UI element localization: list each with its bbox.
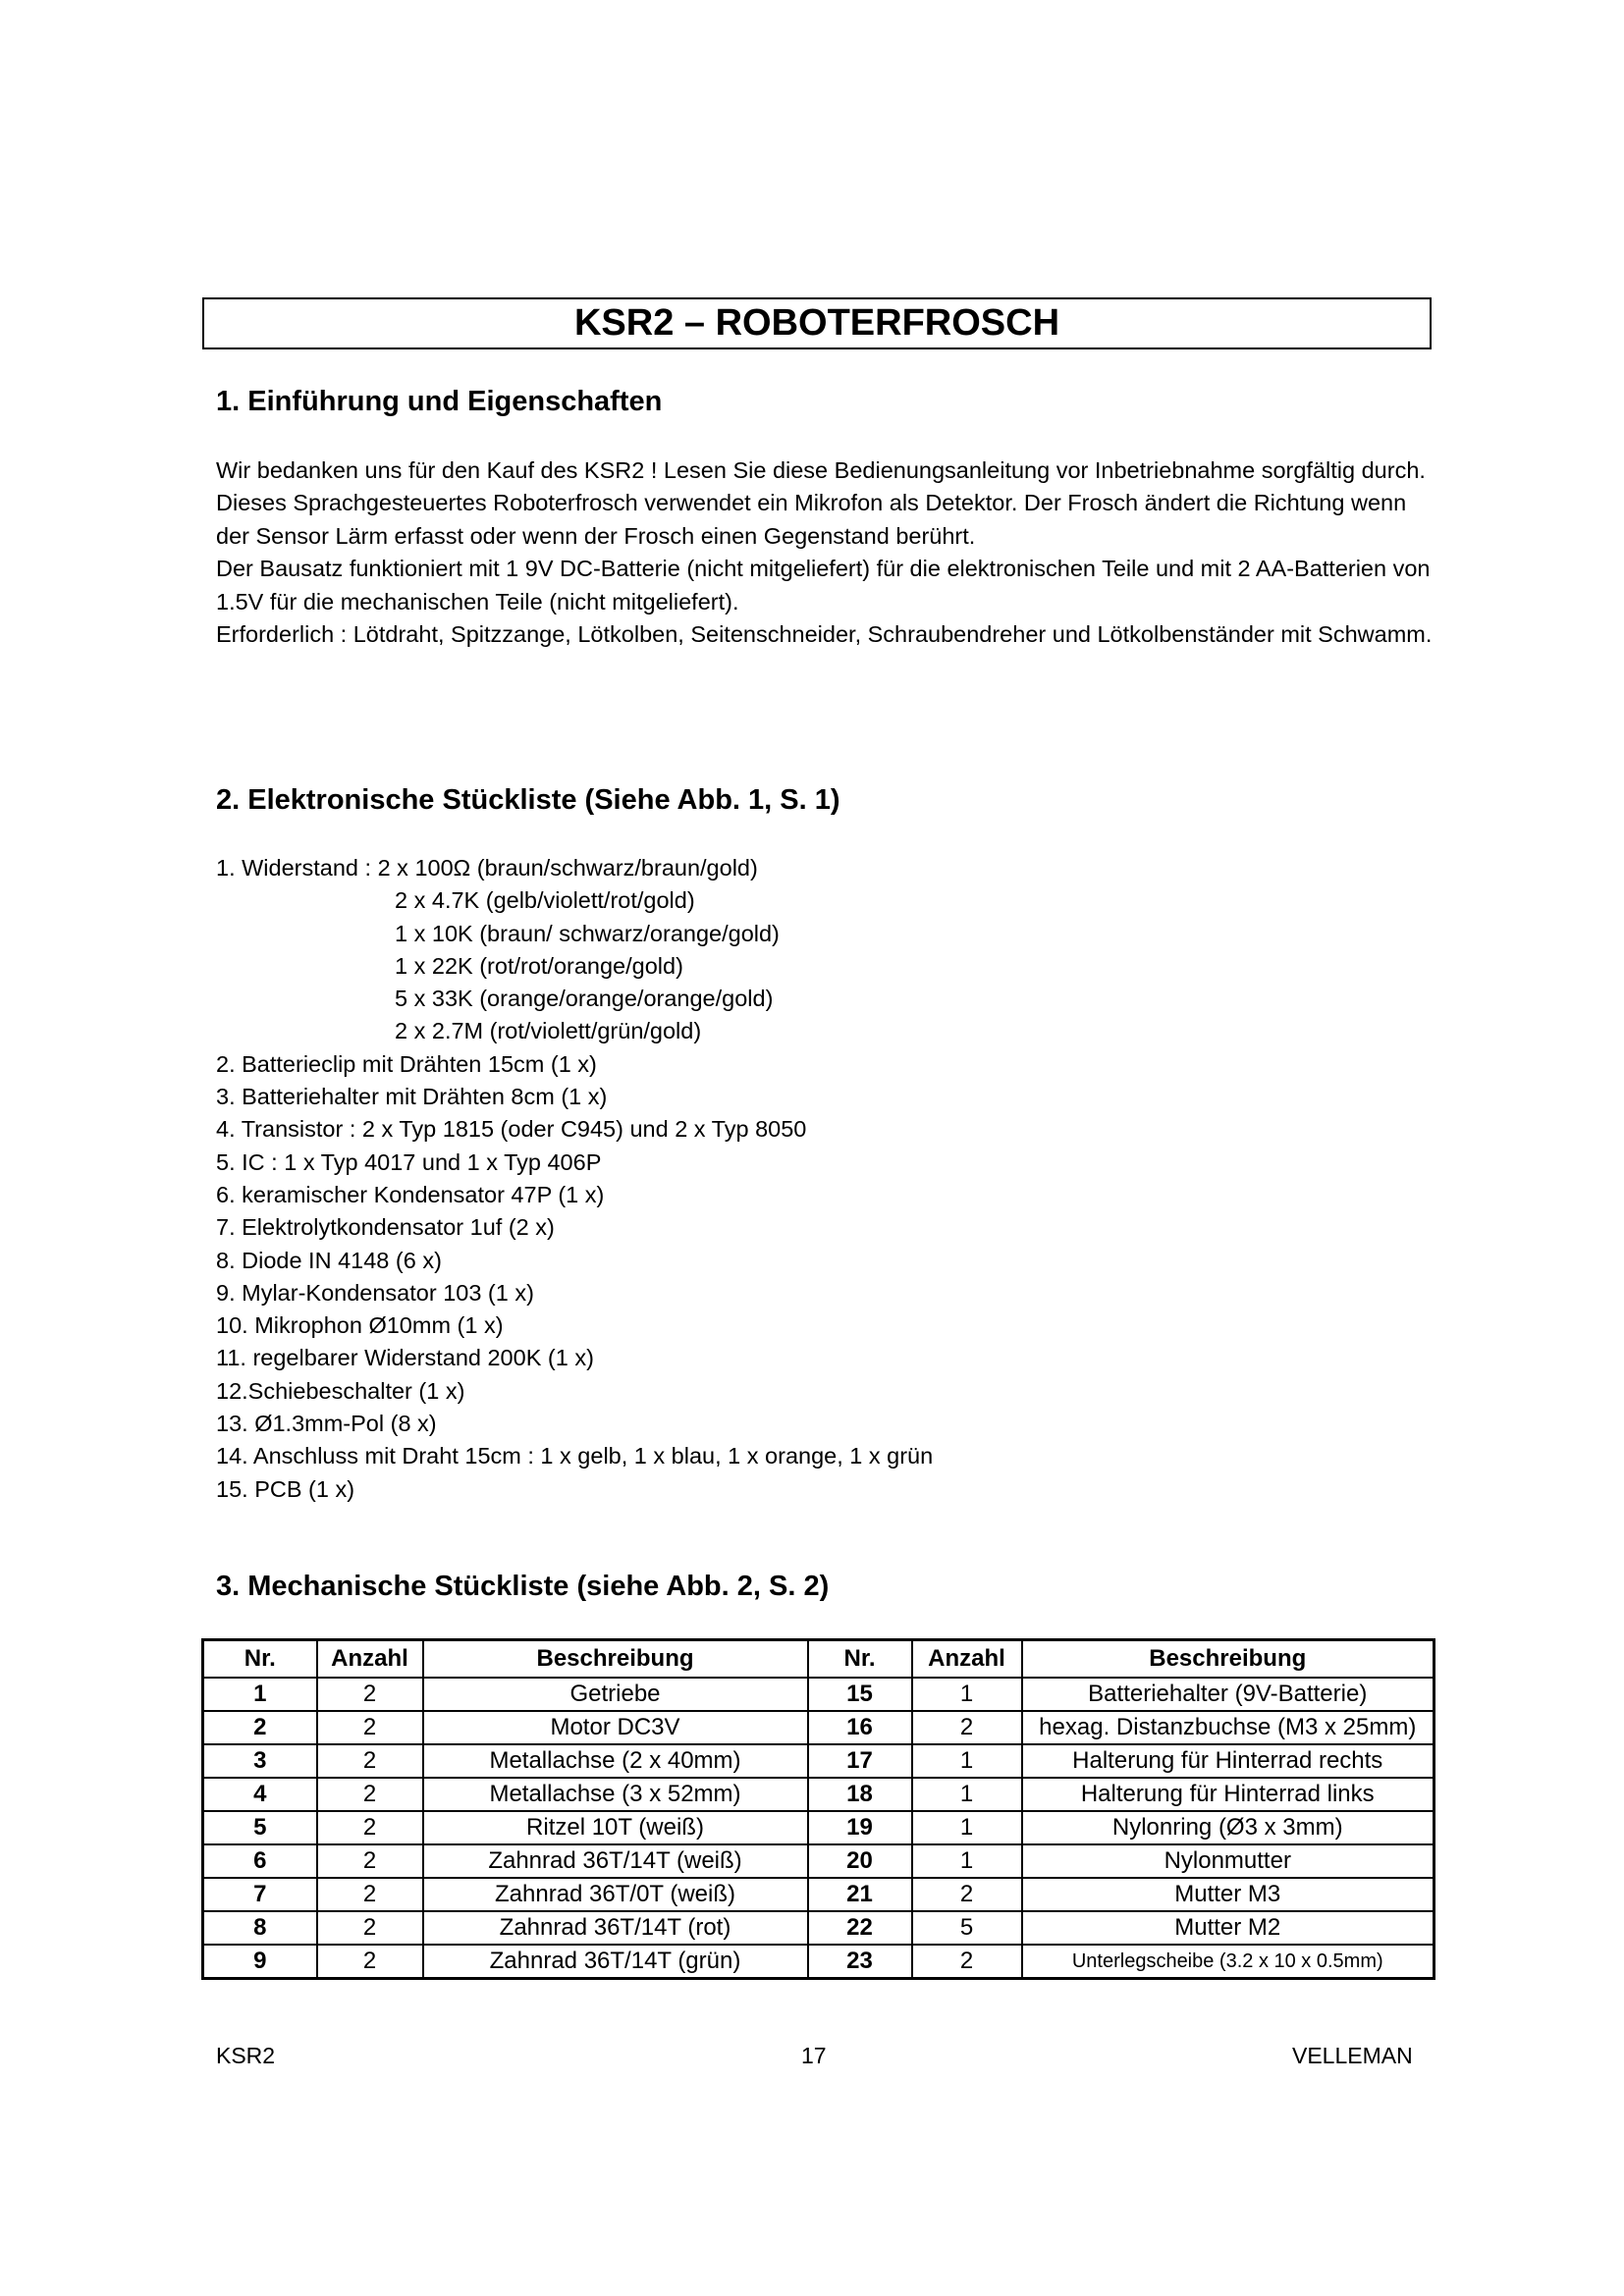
table-cell: 1: [912, 1744, 1022, 1778]
table-cell: 9: [203, 1945, 317, 1979]
list-item: 2 x 2.7M (rot/violett/grün/gold): [395, 1018, 702, 1044]
table-cell: 2: [317, 1945, 423, 1979]
table-cell: 1: [912, 1678, 1022, 1711]
table-header-row: [203, 1640, 1435, 1679]
table-cell: 2: [912, 1945, 1022, 1979]
table-row: [203, 1844, 1435, 1878]
list-item: 3. Batteriehalter mit Drähten 8cm (1 x): [216, 1084, 608, 1110]
electronic-parts-list: [216, 852, 1434, 1506]
column-header: Nr.: [203, 1640, 317, 1679]
list-item: 2. Batterieclip mit Drähten 15cm (1 x): [216, 1050, 597, 1077]
table-cell: Motor DC3V: [423, 1711, 808, 1744]
table-cell: 19: [808, 1811, 912, 1844]
table-cell: 7: [203, 1878, 317, 1911]
list-item: 8. Diode IN 4148 (6 x): [216, 1247, 442, 1273]
list-item: 4. Transistor : 2 x Typ 1815 (oder C945) und 2 x Typ 8050: [216, 1116, 807, 1143]
table-cell: Mutter M2: [1022, 1911, 1435, 1945]
table-cell: Ritzel 10T (weiß): [423, 1811, 808, 1844]
list-item: 5 x 33K (orange/orange/orange/gold): [395, 986, 774, 1012]
table-cell: 4: [203, 1778, 317, 1811]
intro-paragraph: Dieses Sprachgesteuertes Roboterfrosch verwendet ein Mikrofon als Detektor. Der Frosch ändert die Richtung wenn der Sensor Lärm erfasst oder wenn der Frosch einen Gegenstand berührt.: [216, 490, 1407, 549]
column-header: Anzahl: [317, 1640, 423, 1679]
table-cell: 6: [203, 1844, 317, 1878]
table-cell: 20: [808, 1844, 912, 1878]
table-row: [203, 1911, 1435, 1945]
list-item: 1 x 22K (rot/rot/orange/gold): [395, 952, 683, 979]
table-cell: Batteriehalter (9V-Batterie): [1022, 1678, 1435, 1711]
list-item: 11. regelbarer Widerstand 200K (1 x): [216, 1345, 594, 1371]
list-item: 9. Mylar-Kondensator 103 (1 x): [216, 1279, 534, 1306]
mechanical-parts-table: [201, 1638, 1435, 1980]
table-cell: 3: [203, 1744, 317, 1778]
table-row: [203, 1945, 1435, 1979]
list-item: 15. PCB (1 x): [216, 1475, 355, 1502]
table-cell: 2: [317, 1711, 423, 1744]
table-cell: 2: [317, 1811, 423, 1844]
intro-paragraph: Wir bedanken uns für den Kauf des KSR2 ! Lesen Sie diese Bedienungsanleitung vor Inbetriebnahme sorgfältig durch.: [216, 457, 1426, 483]
column-header: Nr.: [808, 1640, 912, 1679]
table-row: [203, 1678, 1435, 1711]
list-item: 1. Widerstand : 2 x 100Ω (braun/schwarz/braun/gold): [216, 855, 758, 881]
table-cell: 2: [317, 1678, 423, 1711]
table-row: [203, 1878, 1435, 1911]
table-cell: 16: [808, 1711, 912, 1744]
footer-left: KSR2: [216, 2043, 276, 2068]
list-item: 14. Anschluss mit Draht 15cm : 1 x gelb, 1 x blau, 1 x orange, 1 x grün: [216, 1443, 934, 1469]
table-cell: Unterlegscheibe (3.2 x 10 x 0.5mm): [1022, 1945, 1435, 1979]
table-cell: 2: [912, 1878, 1022, 1911]
table-cell: Metallachse (3 x 52mm): [423, 1778, 808, 1811]
table-cell: 2: [317, 1744, 423, 1778]
intro-text: [216, 454, 1434, 651]
table-cell: 2: [317, 1844, 423, 1878]
page-title: KSR2 – ROBOTERFROSCH: [573, 302, 1060, 344]
table-cell: Nylonring (Ø3 x 3mm): [1022, 1811, 1435, 1844]
table-cell: Mutter M3: [1022, 1878, 1435, 1911]
table-cell: Nylonmutter: [1022, 1844, 1435, 1878]
section-2-heading: 2. Elektronische Stückliste (Siehe Abb. 1, S. 1): [216, 784, 840, 816]
table-cell: 1: [912, 1778, 1022, 1811]
list-item: 2 x 4.7K (gelb/violett/rot/gold): [395, 887, 695, 914]
table-cell: 1: [912, 1811, 1022, 1844]
table-cell: 22: [808, 1911, 912, 1945]
table-cell: 2: [203, 1711, 317, 1744]
table-cell: 1: [912, 1844, 1022, 1878]
table-cell: 5: [203, 1811, 317, 1844]
table-cell: 8: [203, 1911, 317, 1945]
title-box: [202, 297, 1432, 349]
column-header: Beschreibung: [1022, 1640, 1435, 1679]
footer-right: VELLEMAN: [1292, 2043, 1413, 2068]
table-cell: 2: [317, 1778, 423, 1811]
table-row: [203, 1711, 1435, 1744]
table-cell: 2: [912, 1711, 1022, 1744]
list-item: 6. keramischer Kondensator 47P (1 x): [216, 1181, 605, 1207]
table-cell: 15: [808, 1678, 912, 1711]
table-cell: Getriebe: [423, 1678, 808, 1711]
table-cell: 2: [317, 1911, 423, 1945]
footer-page-number: 17: [801, 2043, 827, 2068]
table-cell: Metallachse (2 x 40mm): [423, 1744, 808, 1778]
table-cell: Halterung für Hinterrad links: [1022, 1778, 1435, 1811]
list-item: 10. Mikrophon Ø10mm (1 x): [216, 1312, 504, 1339]
list-item: 13. Ø1.3mm-Pol (8 x): [216, 1411, 437, 1437]
table-cell: 5: [912, 1911, 1022, 1945]
section-1-heading: 1. Einführung und Eigenschaften: [216, 386, 663, 417]
intro-paragraph: Erforderlich : Lötdraht, Spitzzange, Lötkolben, Seitenschneider, Schraubendreher und Lötkolbenständer mit Schwamm.: [216, 621, 1433, 648]
table-row: [203, 1778, 1435, 1811]
table-cell: Zahnrad 36T/0T (weiß): [423, 1878, 808, 1911]
table-cell: Zahnrad 36T/14T (grün): [423, 1945, 808, 1979]
table-cell: hexag. Distanzbuchse (M3 x 25mm): [1022, 1711, 1435, 1744]
table-row: [203, 1744, 1435, 1778]
table-row: [203, 1811, 1435, 1844]
column-header: Anzahl: [912, 1640, 1022, 1679]
table-cell: 21: [808, 1878, 912, 1911]
table-cell: Halterung für Hinterrad rechts: [1022, 1744, 1435, 1778]
list-item: 12.Schiebeschalter (1 x): [216, 1377, 465, 1404]
list-item: 5. IC : 1 x Typ 4017 und 1 x Typ 406P: [216, 1148, 602, 1175]
table-cell: 18: [808, 1778, 912, 1811]
table-cell: 1: [203, 1678, 317, 1711]
list-item: 7. Elektrolytkondensator 1uf (2 x): [216, 1214, 555, 1241]
intro-paragraph: Der Bausatz funktioniert mit 1 9V DC-Batterie (nicht mitgeliefert) für die elektronischen Teile und mit 2 AA-Batterien von 1.5V für die mechanischen Teile (nicht mitgeliefert).: [216, 556, 1431, 614]
list-item: 1 x 10K (braun/ schwarz/orange/gold): [395, 920, 780, 946]
table-cell: Zahnrad 36T/14T (weiß): [423, 1844, 808, 1878]
table-cell: 17: [808, 1744, 912, 1778]
table-cell: 23: [808, 1945, 912, 1979]
table-cell: 2: [317, 1878, 423, 1911]
table-cell: Zahnrad 36T/14T (rot): [423, 1911, 808, 1945]
column-header: Beschreibung: [423, 1640, 808, 1679]
section-3-heading: 3. Mechanische Stückliste (siehe Abb. 2, S. 2): [216, 1571, 830, 1602]
